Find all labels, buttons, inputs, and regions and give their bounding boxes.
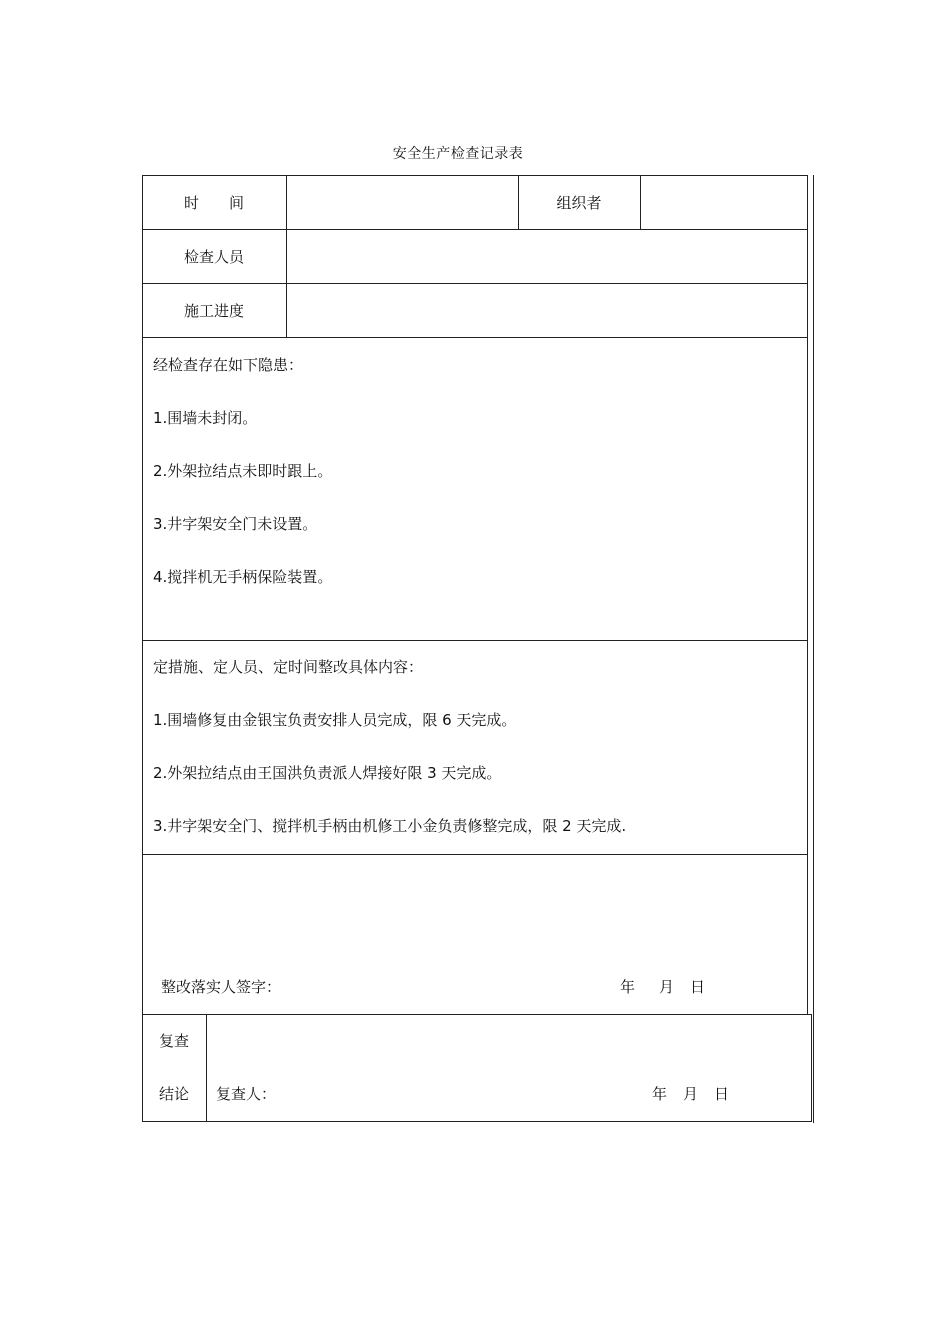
hazard-item: 2.外架拉结点未即时跟上。 [153, 462, 333, 480]
inspectors-label: 检查人员 [183, 248, 244, 266]
rectification-item: 1.围墙修复由金银宝负责安排人员完成，限 6 天完成。 [153, 711, 517, 729]
row-divider [142, 337, 808, 338]
review-outer-border [142, 1014, 812, 1122]
row-divider [142, 640, 808, 641]
row-divider [142, 854, 808, 855]
rectification-item: 2.外架拉结点由王国洪负责派人焊接好限 3 天完成。 [153, 764, 502, 782]
signoff-month: 月 [659, 978, 675, 996]
hazard-item: 3.井字架安全门未设置。 [153, 515, 318, 533]
reviewer-label: 复查人： [216, 1085, 277, 1103]
time-label: 时 间 [183, 194, 244, 212]
progress-label: 施工进度 [183, 302, 244, 320]
signoff-year: 年 [620, 978, 636, 996]
hazards-heading: 经检查存在如下隐患： [153, 356, 304, 374]
col-divider [286, 175, 287, 337]
hazard-item: 1.围墙未封闭。 [153, 409, 258, 427]
organizer-label: 组织者 [556, 194, 602, 212]
review-label-top: 复查 [158, 1032, 189, 1050]
review-col-divider [206, 1014, 207, 1122]
row-divider [142, 229, 808, 230]
document-title: 安全生产检查记录表 [392, 146, 524, 162]
row-divider [142, 283, 808, 284]
signoff-day: 日 [690, 978, 706, 996]
review-year: 年 [652, 1085, 668, 1103]
rectification-item: 3.井字架安全门、搅拌机手柄由机修工小金负责修整完成，限 2 天完成. [153, 817, 627, 835]
review-month: 月 [683, 1085, 699, 1103]
rectification-heading: 定措施、定人员、定时间整改具体内容： [153, 658, 424, 676]
hazard-item: 4.搅拌机无手柄保险装置。 [153, 568, 333, 586]
signoff-label: 整改落实人签字： [161, 978, 282, 996]
review-label-bottom: 结论 [158, 1085, 189, 1103]
review-day: 日 [714, 1085, 730, 1103]
col-divider [640, 175, 641, 229]
table-right-edge [813, 175, 814, 1123]
